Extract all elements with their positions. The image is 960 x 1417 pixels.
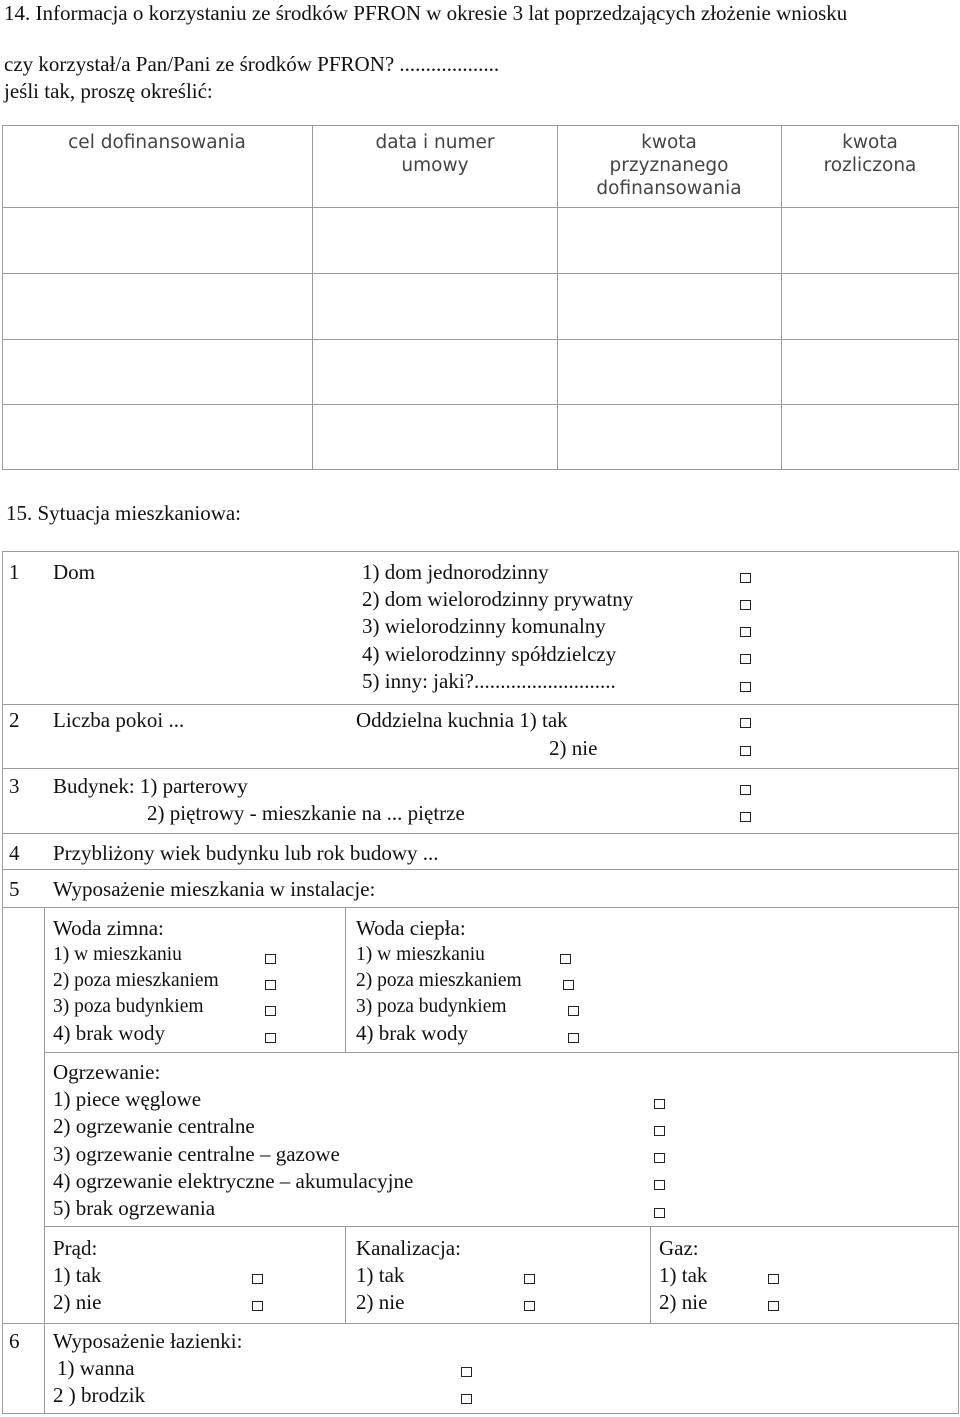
building-single-storey-label: Budynek: 1) parterowy xyxy=(53,774,248,798)
power-option-no: 2) nie xyxy=(53,1290,102,1314)
house-label: Dom xyxy=(53,560,95,584)
bathtub-checkbox[interactable] xyxy=(461,1367,472,1377)
col-header-settled-amount: kwota rozliczona xyxy=(823,132,917,176)
cold-water-option-1: 1) w mieszkaniu xyxy=(53,944,182,965)
gas-title: Gaz: xyxy=(659,1236,699,1260)
gas-option-no: 2) nie xyxy=(659,1290,708,1314)
kitchen-no-label: 2) nie xyxy=(549,736,598,760)
cold-water-option-2-checkbox[interactable] xyxy=(265,980,276,990)
row-number-5: 5 xyxy=(9,877,20,901)
hot-water-option-4: 4) brak wody xyxy=(356,1021,468,1045)
heating-option-3-checkbox[interactable] xyxy=(654,1153,665,1163)
sewage-option-yes: 1) tak xyxy=(356,1263,405,1287)
cold-water-option-4-checkbox[interactable] xyxy=(265,1033,276,1043)
house-option-5-checkbox[interactable] xyxy=(740,682,751,692)
table-row-1[interactable] xyxy=(3,208,312,273)
heating-option-4-checkbox[interactable] xyxy=(654,1180,665,1190)
col-header-granted-amount: kwota przyznanego dofinansowania xyxy=(596,132,742,199)
row-number-6: 6 xyxy=(9,1329,20,1353)
cold-water-option-3-checkbox[interactable] xyxy=(265,1006,276,1016)
building-single-storey-checkbox[interactable] xyxy=(740,785,751,795)
heating-option-4: 4) ogrzewanie elektryczne – akumulacyjne xyxy=(53,1169,414,1193)
table-row-2[interactable] xyxy=(3,274,312,339)
sewage-option-no: 2) nie xyxy=(356,1290,405,1314)
heating-option-3: 3) ogrzewanie centralne – gazowe xyxy=(53,1142,340,1166)
gas-no-checkbox[interactable] xyxy=(768,1301,779,1311)
shower-tray-checkbox[interactable] xyxy=(461,1394,472,1404)
building-multi-storey-label: 2) piętrowy - mieszkanie na ... piętrze xyxy=(147,801,465,825)
house-option-4: 4) wielorodzinny spółdzielczy xyxy=(362,642,617,666)
house-option-1: 1) dom jednorodzinny xyxy=(362,560,549,584)
sewage-no-checkbox[interactable] xyxy=(524,1301,535,1311)
hot-water-option-4-checkbox[interactable] xyxy=(568,1033,579,1043)
sewage-title: Kanalizacja: xyxy=(356,1236,461,1260)
cold-water-option-3: 3) poza budynkiem xyxy=(53,996,204,1017)
gas-option-yes: 1) tak xyxy=(659,1263,708,1287)
heating-option-5-checkbox[interactable] xyxy=(654,1208,665,1218)
row-number-1: 1 xyxy=(9,560,20,584)
table-row-3[interactable] xyxy=(3,340,312,404)
heating-option-1: 1) piece węglowe xyxy=(53,1087,202,1111)
house-option-3: 3) wielorodzinny komunalny xyxy=(362,614,606,638)
hot-water-option-3: 3) poza budynkiem xyxy=(356,996,507,1017)
row-number-4: 4 xyxy=(9,841,20,865)
row-number-3: 3 xyxy=(9,774,20,798)
power-title: Prąd: xyxy=(53,1236,98,1260)
house-option-2: 2) dom wielorodzinny prywatny xyxy=(362,587,634,611)
heating-option-2: 2) ogrzewanie centralne xyxy=(53,1114,255,1138)
house-option-3-checkbox[interactable] xyxy=(740,627,751,637)
table-row-4[interactable] xyxy=(3,405,312,469)
heating-title: Ogrzewanie: xyxy=(53,1060,161,1084)
col-header-date-number: data i numer umowy xyxy=(375,132,495,176)
power-no-checkbox[interactable] xyxy=(252,1301,263,1311)
building-age-label: Przybliżony wiek budynku lub rok budowy ... xyxy=(53,841,439,865)
section-15-heading: 15. Sytuacja mieszkaniowa: xyxy=(6,501,242,525)
power-yes-checkbox[interactable] xyxy=(252,1274,263,1284)
house-option-5: 5) inny: jaki?........................... xyxy=(362,669,616,693)
hot-water-title: Woda ciepła: xyxy=(356,916,466,940)
hot-water-option-3-checkbox[interactable] xyxy=(568,1006,579,1016)
building-multi-storey-checkbox[interactable] xyxy=(740,812,751,822)
installations-label: Wyposażenie mieszkania w instalacje: xyxy=(53,877,376,901)
pfron-specify-label: jeśli tak, proszę określić: xyxy=(4,79,213,103)
house-option-2-checkbox[interactable] xyxy=(740,600,751,610)
kitchen-yes-label: Oddzielna kuchnia 1) tak xyxy=(356,708,568,732)
col-header-purpose: cel dofinansowania xyxy=(68,132,246,153)
hot-water-option-1: 1) w mieszkaniu xyxy=(356,944,485,965)
bathroom-label: Wyposażenie łazienki: xyxy=(53,1329,243,1353)
cold-water-option-4: 4) brak wody xyxy=(53,1021,165,1045)
hot-water-option-2: 2) poza mieszkaniem xyxy=(356,970,522,991)
heating-option-2-checkbox[interactable] xyxy=(654,1126,665,1136)
hot-water-option-1-checkbox[interactable] xyxy=(560,954,571,964)
kitchen-no-checkbox[interactable] xyxy=(740,746,751,756)
pfron-question: czy korzystał/a Pan/Pani ze środków PFRON? ................... xyxy=(4,52,500,76)
section-14-heading: 14. Informacja o korzystaniu ze środków PFRON w okresie 3 lat poprzedzających złożenie wniosku xyxy=(4,1,848,25)
rooms-count-label: Liczba pokoi ... xyxy=(53,708,185,732)
cold-water-title: Woda zimna: xyxy=(53,916,164,940)
sewage-yes-checkbox[interactable] xyxy=(524,1274,535,1284)
cold-water-option-2: 2) poza mieszkaniem xyxy=(53,970,219,991)
heating-option-1-checkbox[interactable] xyxy=(654,1099,665,1109)
hot-water-option-2-checkbox[interactable] xyxy=(563,980,574,990)
row-number-2: 2 xyxy=(9,708,20,732)
house-option-4-checkbox[interactable] xyxy=(740,654,751,664)
power-option-yes: 1) tak xyxy=(53,1263,102,1287)
heating-option-5: 5) brak ogrzewania xyxy=(53,1196,216,1220)
cold-water-option-1-checkbox[interactable] xyxy=(265,954,276,964)
bathroom-option-bathtub: 1) wanna xyxy=(57,1356,135,1380)
house-option-1-checkbox[interactable] xyxy=(740,573,751,583)
bathroom-option-shower-tray: 2 ) brodzik xyxy=(53,1383,146,1407)
gas-yes-checkbox[interactable] xyxy=(768,1274,779,1284)
kitchen-yes-checkbox[interactable] xyxy=(740,718,751,728)
